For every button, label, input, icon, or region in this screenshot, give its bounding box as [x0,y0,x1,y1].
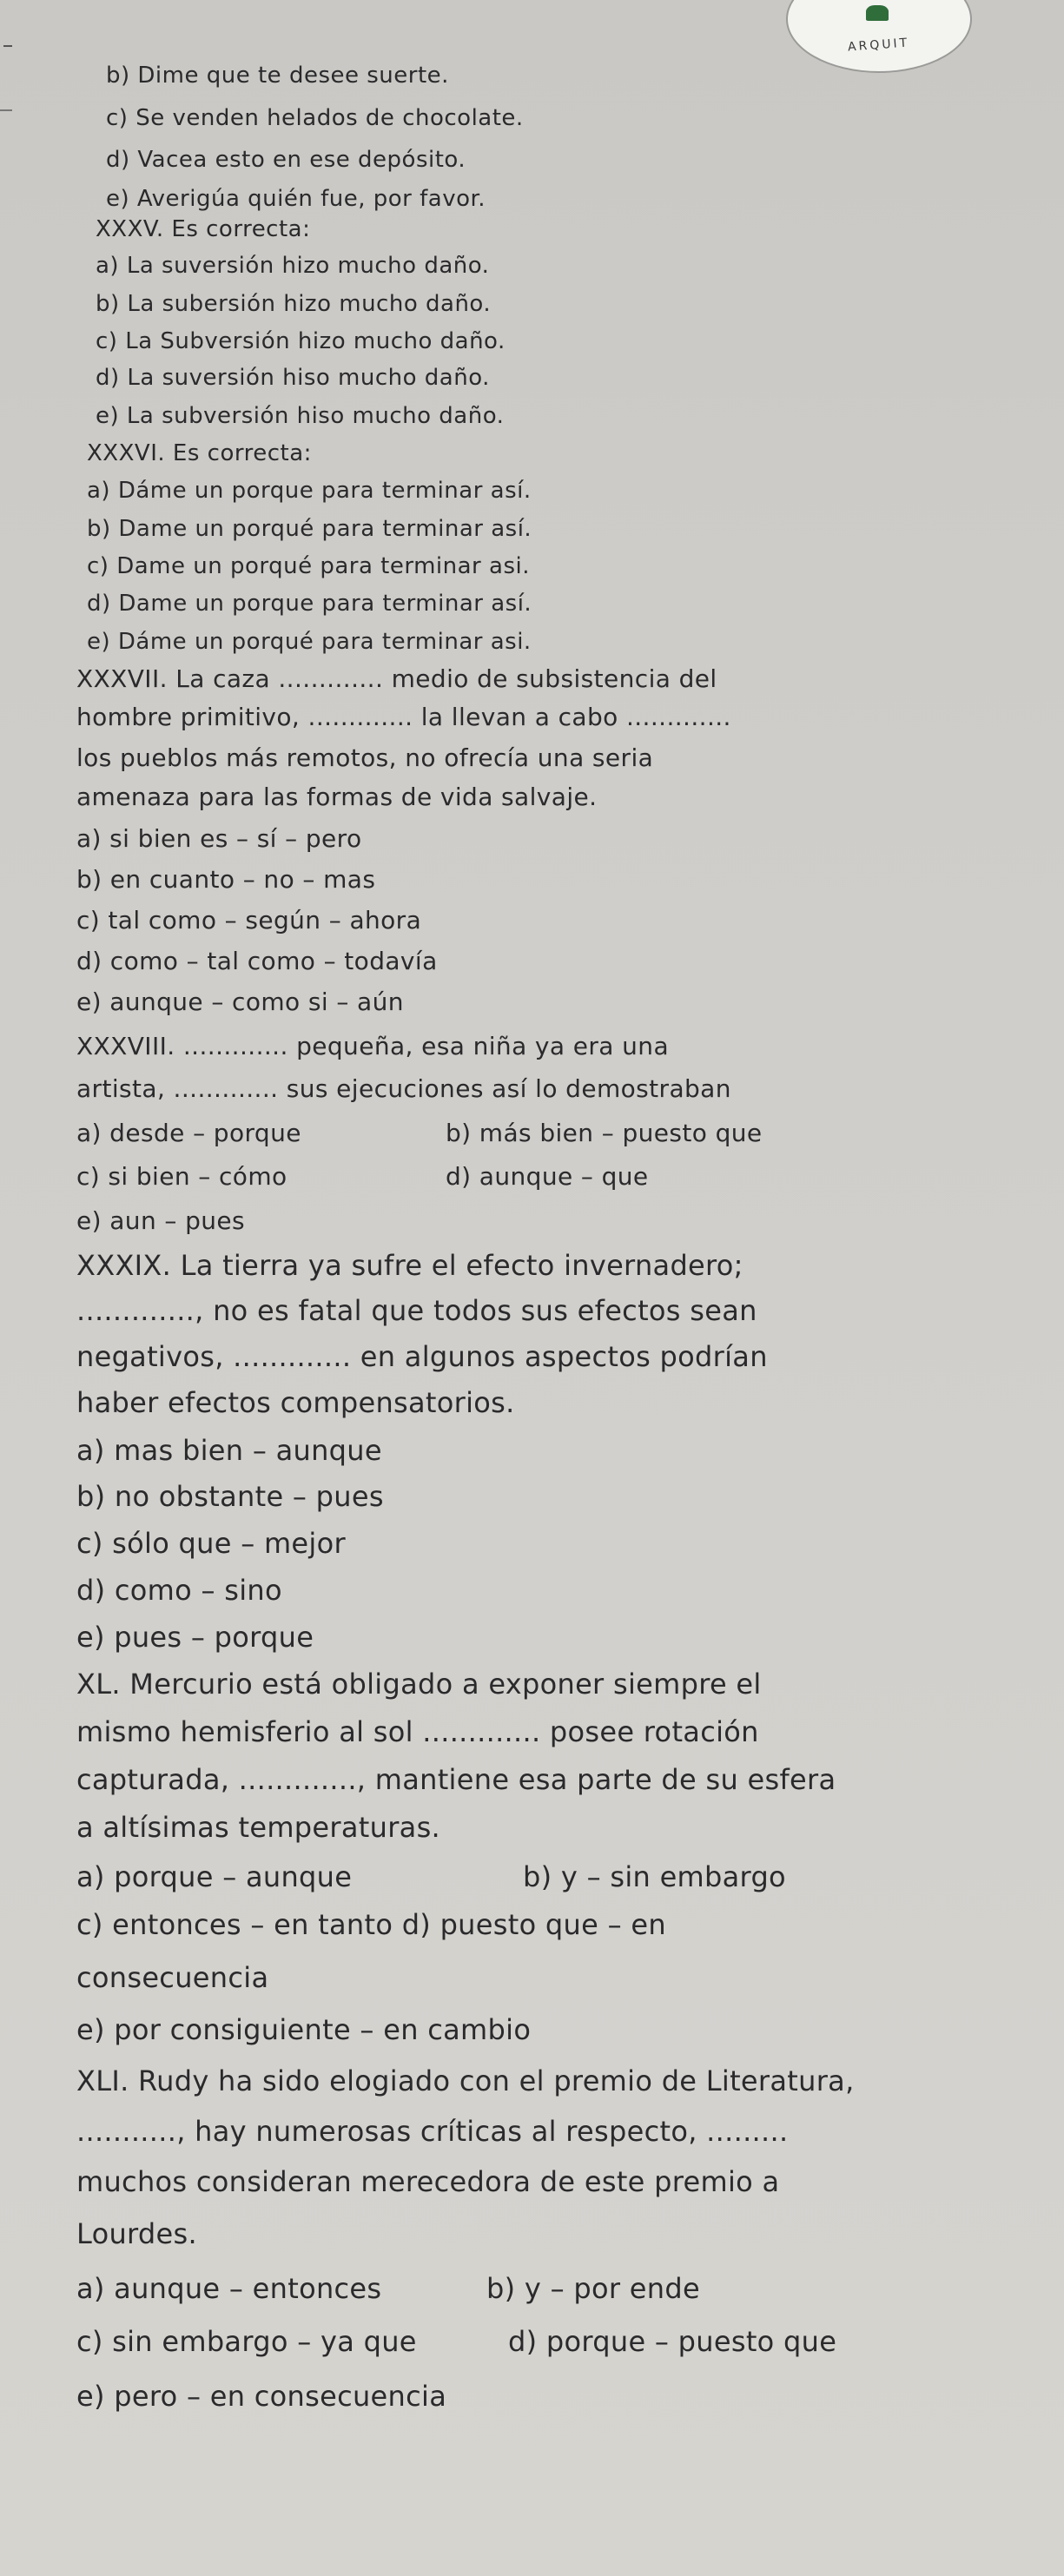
option-line: e) pues – porque [76,1621,314,1654]
question-text: capturada, ............., mantiene esa parte de su esfera [76,1763,836,1796]
seal-emblem-icon [866,5,889,21]
option-line: e) aunque – como si – aún [76,987,404,1016]
question-text: los pueblos más remotos, no ofrecía una seria [76,743,654,772]
option-line: e) Averigúa quién fue, por favor. [106,186,486,212]
option-line: a) aunque – entonces [76,2272,382,2305]
option-line: d) como – tal como – todavía [76,947,438,975]
question-text: mismo hemisferio al sol ............. posee rotación [76,1715,759,1748]
option-line: d) como – sino [76,1574,282,1607]
question-text: a altísimas temperaturas. [76,1811,441,1844]
option-line: consecuencia [76,1961,269,1994]
question-text: negativos, ............. en algunos aspectos podrían [76,1340,768,1373]
option-line: b) no obstante – pues [76,1480,384,1513]
margin-mark [0,109,12,111]
question-text: XXXIX. La tierra ya sufre el efecto invernadero; [76,1249,743,1282]
question-text: hombre primitivo, ............. la llevan a cabo ............. [76,703,731,731]
question-text: ..........., hay numerosas críticas al respecto, ......... [76,2115,789,2148]
option-line: c) La Subversión hizo mucho daño. [96,328,506,354]
option-line: e) por consiguiente – en cambio [76,2013,532,2046]
option-line: e) pero – en consecuencia [76,2380,447,2413]
option-line: c) entonces – en tanto d) puesto que – en [76,1908,666,1941]
option-line: e) Dáme un porqué para terminar asi. [87,629,532,655]
option-line: b) y – por ende [486,2272,700,2305]
option-line: c) sin embargo – ya que [76,2325,417,2358]
question-text: XXXVII. La caza ............. medio de subsistencia del [76,664,717,693]
option-line: b) La subersión hizo mucho daño. [96,291,492,317]
option-line: d) Vacea esto en ese depósito. [106,147,466,173]
option-line: b) Dime que te desee suerte. [106,63,449,89]
option-line: a) La suversión hizo mucho daño. [96,253,490,279]
option-line: b) más bien – puesto que [446,1119,763,1147]
option-line: e) aun – pues [76,1206,246,1235]
question-text: haber efectos compensatorios. [76,1386,515,1419]
option-line: a) si bien es – sí – pero [76,824,362,853]
question-text: XXXVIII. ............. pequeña, esa niña ya era una [76,1032,670,1060]
option-line: a) Dáme un porque para terminar así. [87,478,532,504]
option-line: b) Dame un porqué para terminar así. [87,516,532,542]
question-text: amenaza para las formas de vida salvaje. [76,783,598,811]
question-heading: XXXV. Es correcta: [96,216,311,242]
seal-text: ARQUIT [847,36,911,55]
option-line: c) Dame un porqué para terminar asi. [87,553,530,579]
option-line: c) sólo que – mejor [76,1527,346,1560]
question-text: XL. Mercurio está obligado a exponer siempre el [76,1668,762,1701]
option-line: a) desde – porque [76,1119,301,1147]
option-line: d) aunque – que [446,1162,649,1191]
option-line: c) Se venden helados de chocolate. [106,105,524,131]
question-text: XLI. Rudy ha sido elogiado con el premio de Literatura, [76,2064,855,2097]
question-heading: XXXVI. Es correcta: [87,440,312,466]
question-text: muchos consideran merecedora de este premio a [76,2165,780,2198]
option-line: c) tal como – según – ahora [76,906,422,935]
option-line: c) si bien – cómo [76,1162,287,1191]
option-line: d) Dame un porque para terminar así. [87,591,532,617]
option-line: e) La subversión hiso mucho daño. [96,403,505,429]
option-line: a) porque – aunque [76,1860,353,1893]
option-line: b) y – sin embargo [523,1860,786,1893]
school-seal-logo [786,0,972,73]
option-line: d) La suversión hiso mucho daño. [96,365,490,391]
question-text: Lourdes. [76,2217,197,2250]
question-text: artista, ............. sus ejecuciones así lo demostraban [76,1074,731,1103]
option-line: d) porque – puesto que [508,2325,837,2358]
option-line: b) en cuanto – no – mas [76,865,376,894]
option-line: a) mas bien – aunque [76,1434,382,1467]
margin-mark [3,45,12,47]
question-text: ............., no es fatal que todos sus efectos sean [76,1294,757,1327]
